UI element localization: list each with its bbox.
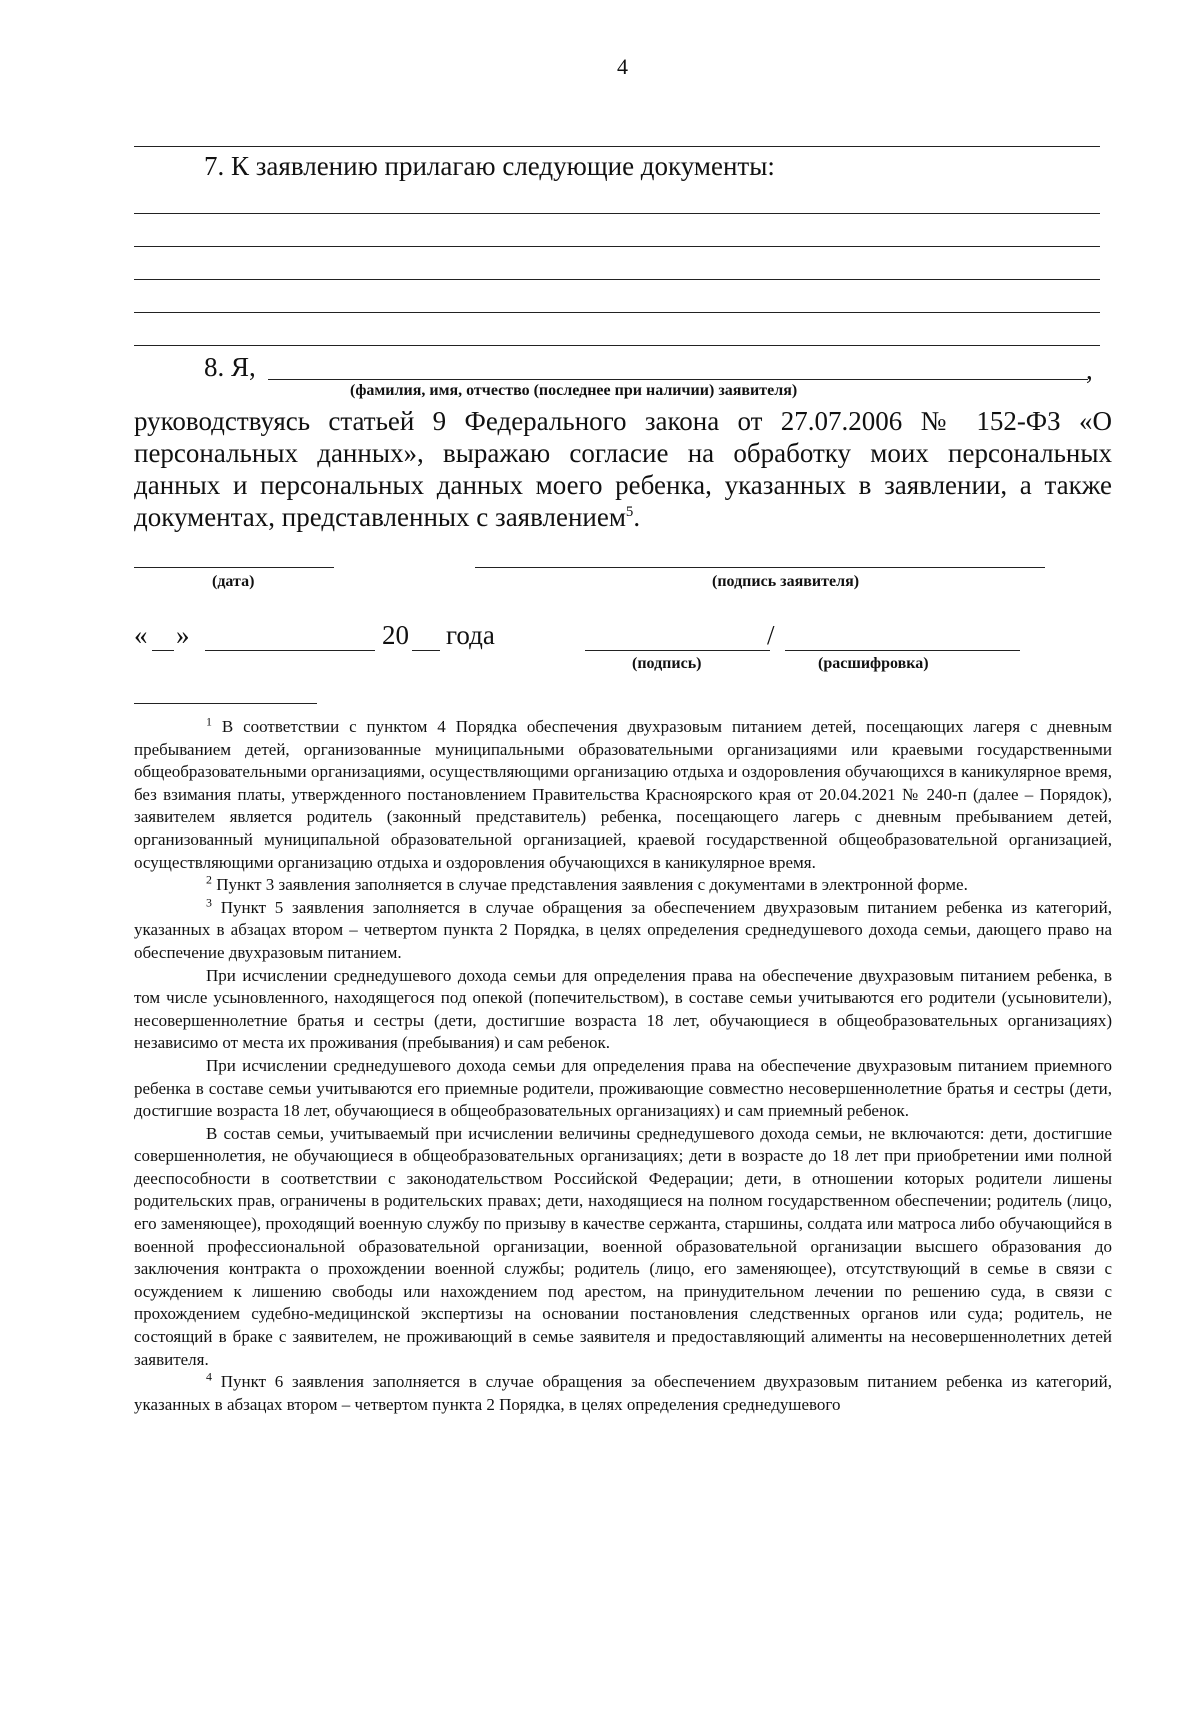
year-suffix: года <box>446 620 495 650</box>
footnote-number: 3 <box>206 895 212 910</box>
footnote-number: 4 <box>206 1369 212 1384</box>
footnote-3-paragraph: При исчислении среднедушевого дохода семьи для определения права на обеспечение двухразовым питанием приемного ребенка в составе семьи учитываются его приемные родители, проживающие совместно несовершеннолетние братья и сестры (дети, достигшие возраста 18 лет, обучающиеся в общеобразовательных организациях) и сам приемный ребенок. <box>134 1055 1112 1121</box>
signature-caption: (подпись) <box>632 655 702 672</box>
consent-end: . <box>633 502 641 532</box>
decoding-caption: (расшифровка) <box>818 655 929 672</box>
footnote-text: Пункт 6 заявления заполняется в случае обращения за обеспечением двухразовым питанием ребенка из категорий, указанных в абзацах втором – четвертом пункта 2 Порядка, в целях определения среднедушевого <box>134 1372 1112 1414</box>
footnote-3-paragraph: В состав семьи, учитываемый при исчислении величины среднедушевого дохода семьи, не включаются: дети, достигшие совершеннолетия, не обучающиеся в общеобразовательных организациях; дети в возрасте до 18 лет при приобретении ими полной дееспособности в соответствии с законодательством Российской Федерации; дети, в отношении которых родители лишены родительских прав, ограничены в родительских правах; дети, находящиеся на полном государственном обеспечении; родитель (лицо, его заменяющее), проходящий военную службу по призыву в качестве сержанта, старшины, солдата или матроса либо обучающийся в военной профессиональной образовательной организации, военной образовательной организации высшего образования до заключения контракта о прохождении военной службы; родитель (лицо, его заменяющее), отсутствующий в семье в связи с осуждением к лишению свободы или нахождением под арестом, на принудительном лечении по решению суда, в связи с прохождением судебно-медицинской экспертизы на основании постановления следственных органов или суда; родитель, не состоящий в браке с заявителем, не проживающий в семье заявителя и предоставляющий алименты на несовершеннолетних детей заявителя. <box>134 1123 1112 1369</box>
page-number: 4 <box>617 54 628 79</box>
footnote-text: Пункт 5 заявления заполняется в случае обращения за обеспечением двухразовым питанием ребенка из категорий, указанных в абзацах втором – четвертом пункта 2 Порядка, в целях определения среднедушевого дохода семьи, дающего право на обеспечение двухразовым питанием. <box>134 897 1112 962</box>
footnote-number: 1 <box>206 714 212 729</box>
date-caption: (дата) <box>212 573 255 590</box>
year-line <box>412 650 440 651</box>
quote-open: « <box>134 620 148 650</box>
documents-fill-line <box>134 312 1100 313</box>
footnote-3 <box>134 897 1112 965</box>
documents-fill-line <box>134 345 1100 346</box>
quote-close: » <box>176 620 190 650</box>
year-prefix: 20 <box>382 620 409 650</box>
footnote-text: В соответствии с пунктом 4 Порядка обеспечения двухразовым питанием детей, посещающих лагеря с дневным пребыванием детей, организованные муниципальными образовательными организациями или краевыми государственными общеобразовательными организациями, осуществляющими организацию отдыха и оздоровления обучающихся в каникулярное время, без взимания платы, утвержденного постановлением Правительства Красноярского края от 20.04.2021 № 240-п (далее – Порядок), заявителем является родитель (законный представитель) ребенка, посещающего лагерь с дневным пребыванием детей, организованный муниципальной образовательной организацией, краевой государственной общеобразовательной организацией, осуществляющими организацию отдыха и оздоровления обучающихся в каникулярное время. <box>134 717 1112 872</box>
applicant-signature-caption: (подпись заявителя) <box>712 573 860 590</box>
decoding-line <box>785 650 1020 651</box>
footnote-1 <box>134 716 1112 874</box>
consent-text: руководствуясь статьей 9 Федерального закона от 27.07.2006 № 152-ФЗ «О персональных данных», выражаю согласие на обработку моих персональных данных и персональных данных моего ребенка, указанных в заявлении, а также документах, представленных с заявлением <box>134 406 1112 532</box>
applicant-signature-line <box>475 567 1045 568</box>
footnote-text: Пункт 3 заявления заполняется в случае представления заявления с документами в электронной форме. <box>216 875 968 895</box>
footnote-4 <box>134 1371 1112 1416</box>
date-line <box>134 567 334 568</box>
section-8-label: 8. Я, <box>204 352 256 382</box>
applicant-name-line <box>268 379 1088 380</box>
footnotes <box>134 716 1112 1416</box>
name-caption: (фамилия, имя, отчество (последнее при наличии) заявителя) <box>350 382 798 399</box>
name-comma: , <box>1086 355 1093 385</box>
footnote-2 <box>134 874 1112 897</box>
signature-slash: / <box>767 620 775 650</box>
documents-fill-line <box>134 213 1100 214</box>
documents-fill-line <box>134 246 1100 247</box>
day-line <box>152 650 174 651</box>
footnote-separator <box>134 703 317 704</box>
footnote-3-paragraph: При исчислении среднедушевого дохода семьи для определения права на обеспечение двухразовым питанием ребенка, в том числе усыновленного, находящегося под опекой (попечительством), в составе семьи учитываются его родители (усыновители), несовершеннолетние братья и сестры (дети, достигшие возраста 18 лет, обучающиеся в общеобразовательных организациях) независимо от места их проживания (пребывания) и сам ребенок. <box>134 965 1112 1053</box>
documents-fill-line <box>134 279 1100 280</box>
consent-paragraph <box>134 405 1112 533</box>
footnote-number: 2 <box>206 872 212 887</box>
section-7-heading: 7. К заявлению прилагаю следующие документы: <box>204 151 775 181</box>
month-line <box>205 650 375 651</box>
divider-line <box>134 146 1100 147</box>
signature-line <box>585 650 770 651</box>
footnote-ref-5: 5 <box>625 504 634 520</box>
